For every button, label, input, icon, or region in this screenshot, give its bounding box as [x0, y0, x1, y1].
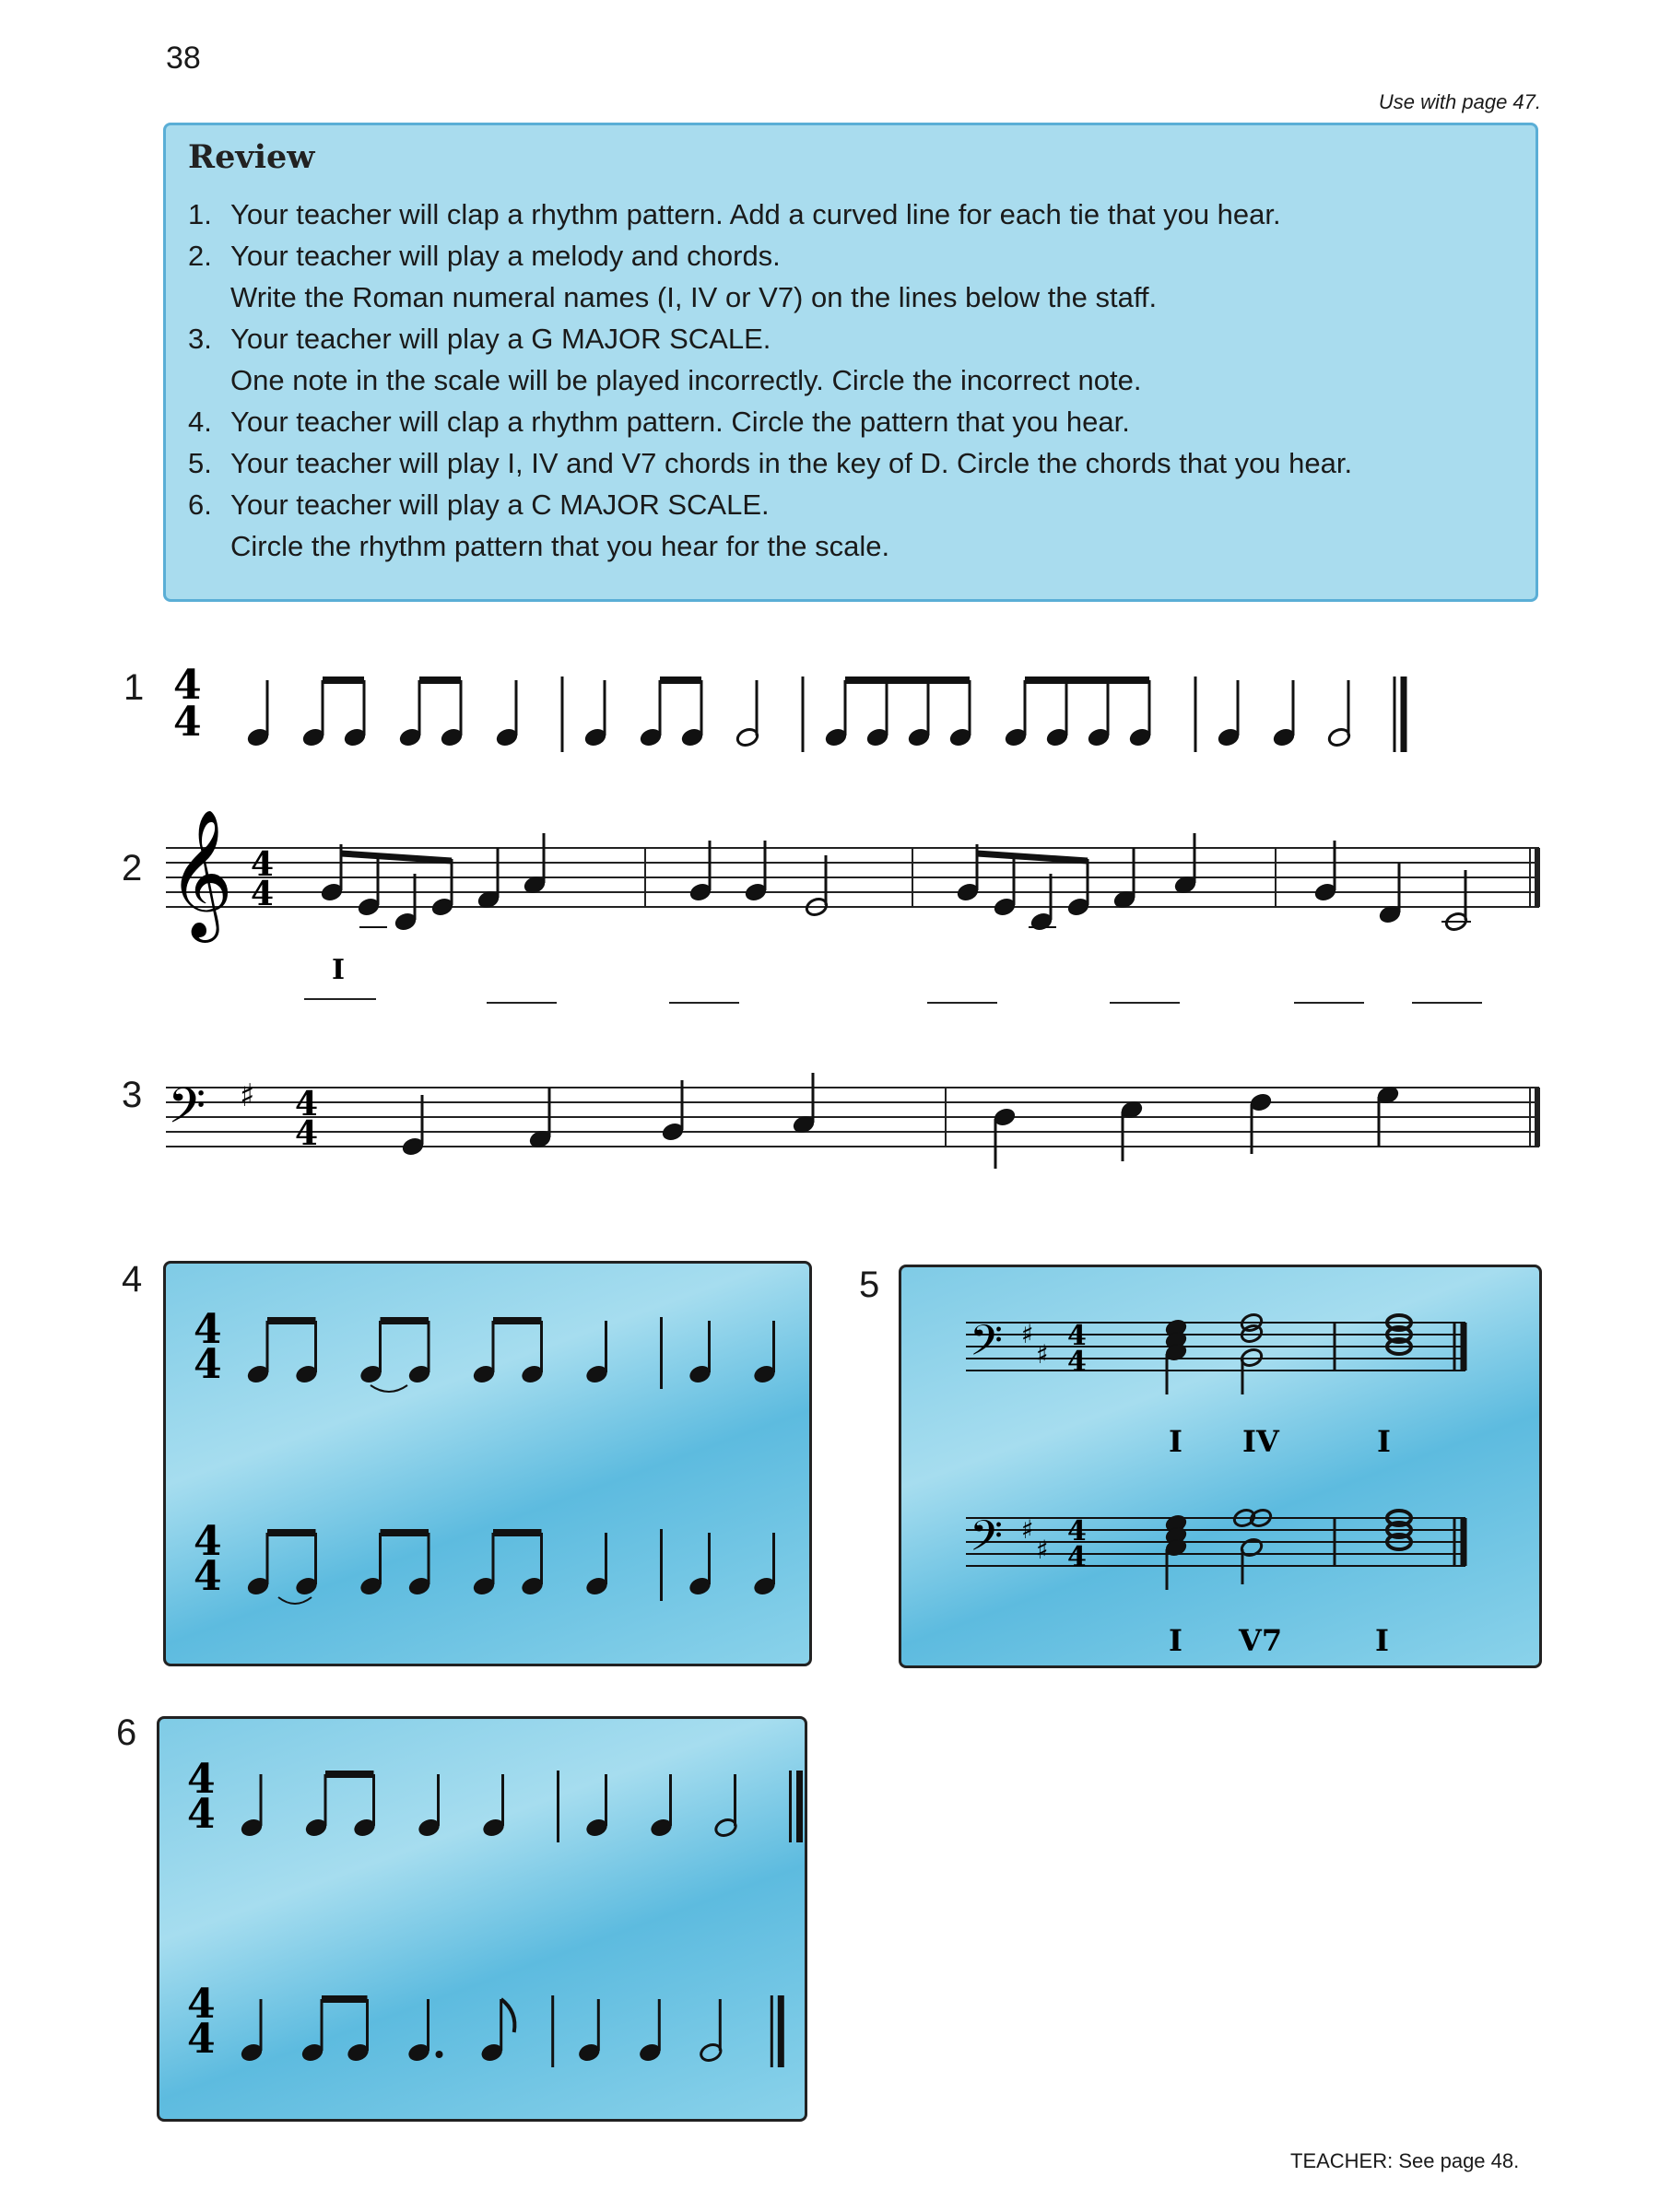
- review-item-cont: Circle the rhythm pattern that you hear for the scale.: [230, 530, 890, 562]
- review-item: 6. Your teacher will play a C MAJOR SCALE.: [188, 488, 770, 521]
- eighth-flag: [501, 1999, 515, 2032]
- time-signature-top: 4: [1067, 1515, 1087, 1547]
- bass-clef-icon: 𝄢: [168, 1078, 206, 1147]
- svg-text:4: 4: [194, 1306, 222, 1353]
- rhythm-notes[interactable]: [246, 677, 1404, 752]
- review-item-cont: One note in the scale will be played incorrectly. Circle the incorrect note.: [230, 364, 1142, 396]
- exercise-5-label: 5: [859, 1265, 880, 1305]
- exercise-6-panel: [157, 1716, 807, 2122]
- teacher-footer: TEACHER: See page 48.: [1290, 2149, 1520, 2172]
- time-signature-bottom: 4: [1067, 1346, 1087, 1378]
- bass-clef-icon: 𝄢: [970, 1316, 1004, 1376]
- svg-text:4: 4: [194, 1341, 222, 1388]
- svg-text:4: 4: [187, 1981, 216, 2028]
- review-item: 2. Your teacher will play a melody and chords.: [188, 240, 781, 272]
- review-item: 1. Your teacher will clap a rhythm pattern. Add a curved line for each tie that you hear.: [188, 198, 1281, 230]
- exercise-2-staff: [147, 811, 1548, 1023]
- chord-labels-top: [1169, 1424, 1391, 1459]
- rhythm-options[interactable]: [246, 1317, 809, 1604]
- svg-text:4: 4: [295, 1114, 319, 1153]
- exercise-4-label: 4: [122, 1259, 143, 1300]
- exercise-4-panel: [163, 1261, 812, 1666]
- beam: [977, 853, 1088, 861]
- svg-text:4: 4: [251, 875, 275, 913]
- answer-roman-numeral: I: [332, 954, 346, 986]
- exercise-6-label: 6: [116, 1712, 137, 1753]
- use-with-note: Use with page 47.: [1378, 90, 1541, 113]
- exercise-2-label: 2: [122, 848, 143, 888]
- sharp-icon: ♯: [240, 1077, 255, 1114]
- rhythm-options[interactable]: [240, 1771, 800, 2067]
- exercise-5-panel: [899, 1265, 1542, 1668]
- exercise-3-label: 3: [122, 1075, 143, 1115]
- tie-mark: [278, 1597, 312, 1604]
- time-signature-top: 4: [1067, 1320, 1087, 1352]
- review-box: [163, 123, 1538, 602]
- svg-text:4: 4: [295, 1085, 319, 1124]
- svg-text:4: 4: [187, 2016, 216, 2063]
- svg-text:4: 4: [173, 699, 202, 746]
- time-signature-bottom: 4: [1067, 1541, 1087, 1573]
- time-signature: [173, 662, 202, 746]
- page-number: 38: [166, 41, 201, 76]
- exercise-4-rhythms: [166, 1264, 809, 1664]
- chord-labels-bottom: [1169, 1623, 1389, 1658]
- sharp-icon: ♯: [1036, 1535, 1049, 1565]
- treble-clef-icon: 𝄞: [168, 811, 233, 937]
- svg-text:4: 4: [194, 1518, 222, 1565]
- svg-text:4: 4: [187, 1791, 216, 1838]
- review-item: 4. Your teacher will clap a rhythm pattern. Circle the pattern that you hear.: [188, 406, 1130, 438]
- review-title: Review: [188, 138, 315, 176]
- answer-blanks[interactable]: [304, 999, 1482, 1003]
- exercise-1-rhythm: [166, 645, 1548, 774]
- svg-text:4: 4: [187, 1756, 216, 1803]
- svg-text:4: 4: [251, 845, 275, 884]
- review-list: [188, 194, 1352, 567]
- svg-text:I: I: [1169, 1623, 1182, 1658]
- sharp-icon: ♯: [1021, 1319, 1034, 1349]
- svg-text:IV: IV: [1242, 1424, 1279, 1459]
- sharp-icon: ♯: [1036, 1339, 1049, 1370]
- svg-text:I: I: [1169, 1424, 1182, 1459]
- exercise-5-chords: [901, 1267, 1539, 1665]
- exercise-1-label: 1: [124, 667, 145, 708]
- augmentation-dot: [436, 2051, 443, 2058]
- sharp-icon: ♯: [1021, 1514, 1034, 1545]
- svg-text:4: 4: [194, 1553, 222, 1600]
- svg-text:I: I: [1377, 1424, 1391, 1459]
- exercise-6-rhythms: [159, 1719, 805, 2119]
- review-item: 3. Your teacher will play a G MAJOR SCALE.: [188, 323, 771, 355]
- svg-text:4: 4: [173, 662, 202, 709]
- review-item: 5. Your teacher will play I, IV and V7 chords in the key of D. Circle the chords that you hear.: [188, 447, 1353, 479]
- svg-text:V7: V7: [1239, 1623, 1283, 1658]
- beam: [341, 853, 452, 861]
- tie-mark: [371, 1385, 407, 1392]
- bass-clef-icon: 𝄢: [970, 1512, 1004, 1571]
- svg-text:I: I: [1375, 1623, 1389, 1658]
- review-item-cont: Write the Roman numeral names (I, IV or V7) on the lines below the staff.: [230, 281, 1158, 313]
- exercise-3-staff: [147, 1060, 1548, 1207]
